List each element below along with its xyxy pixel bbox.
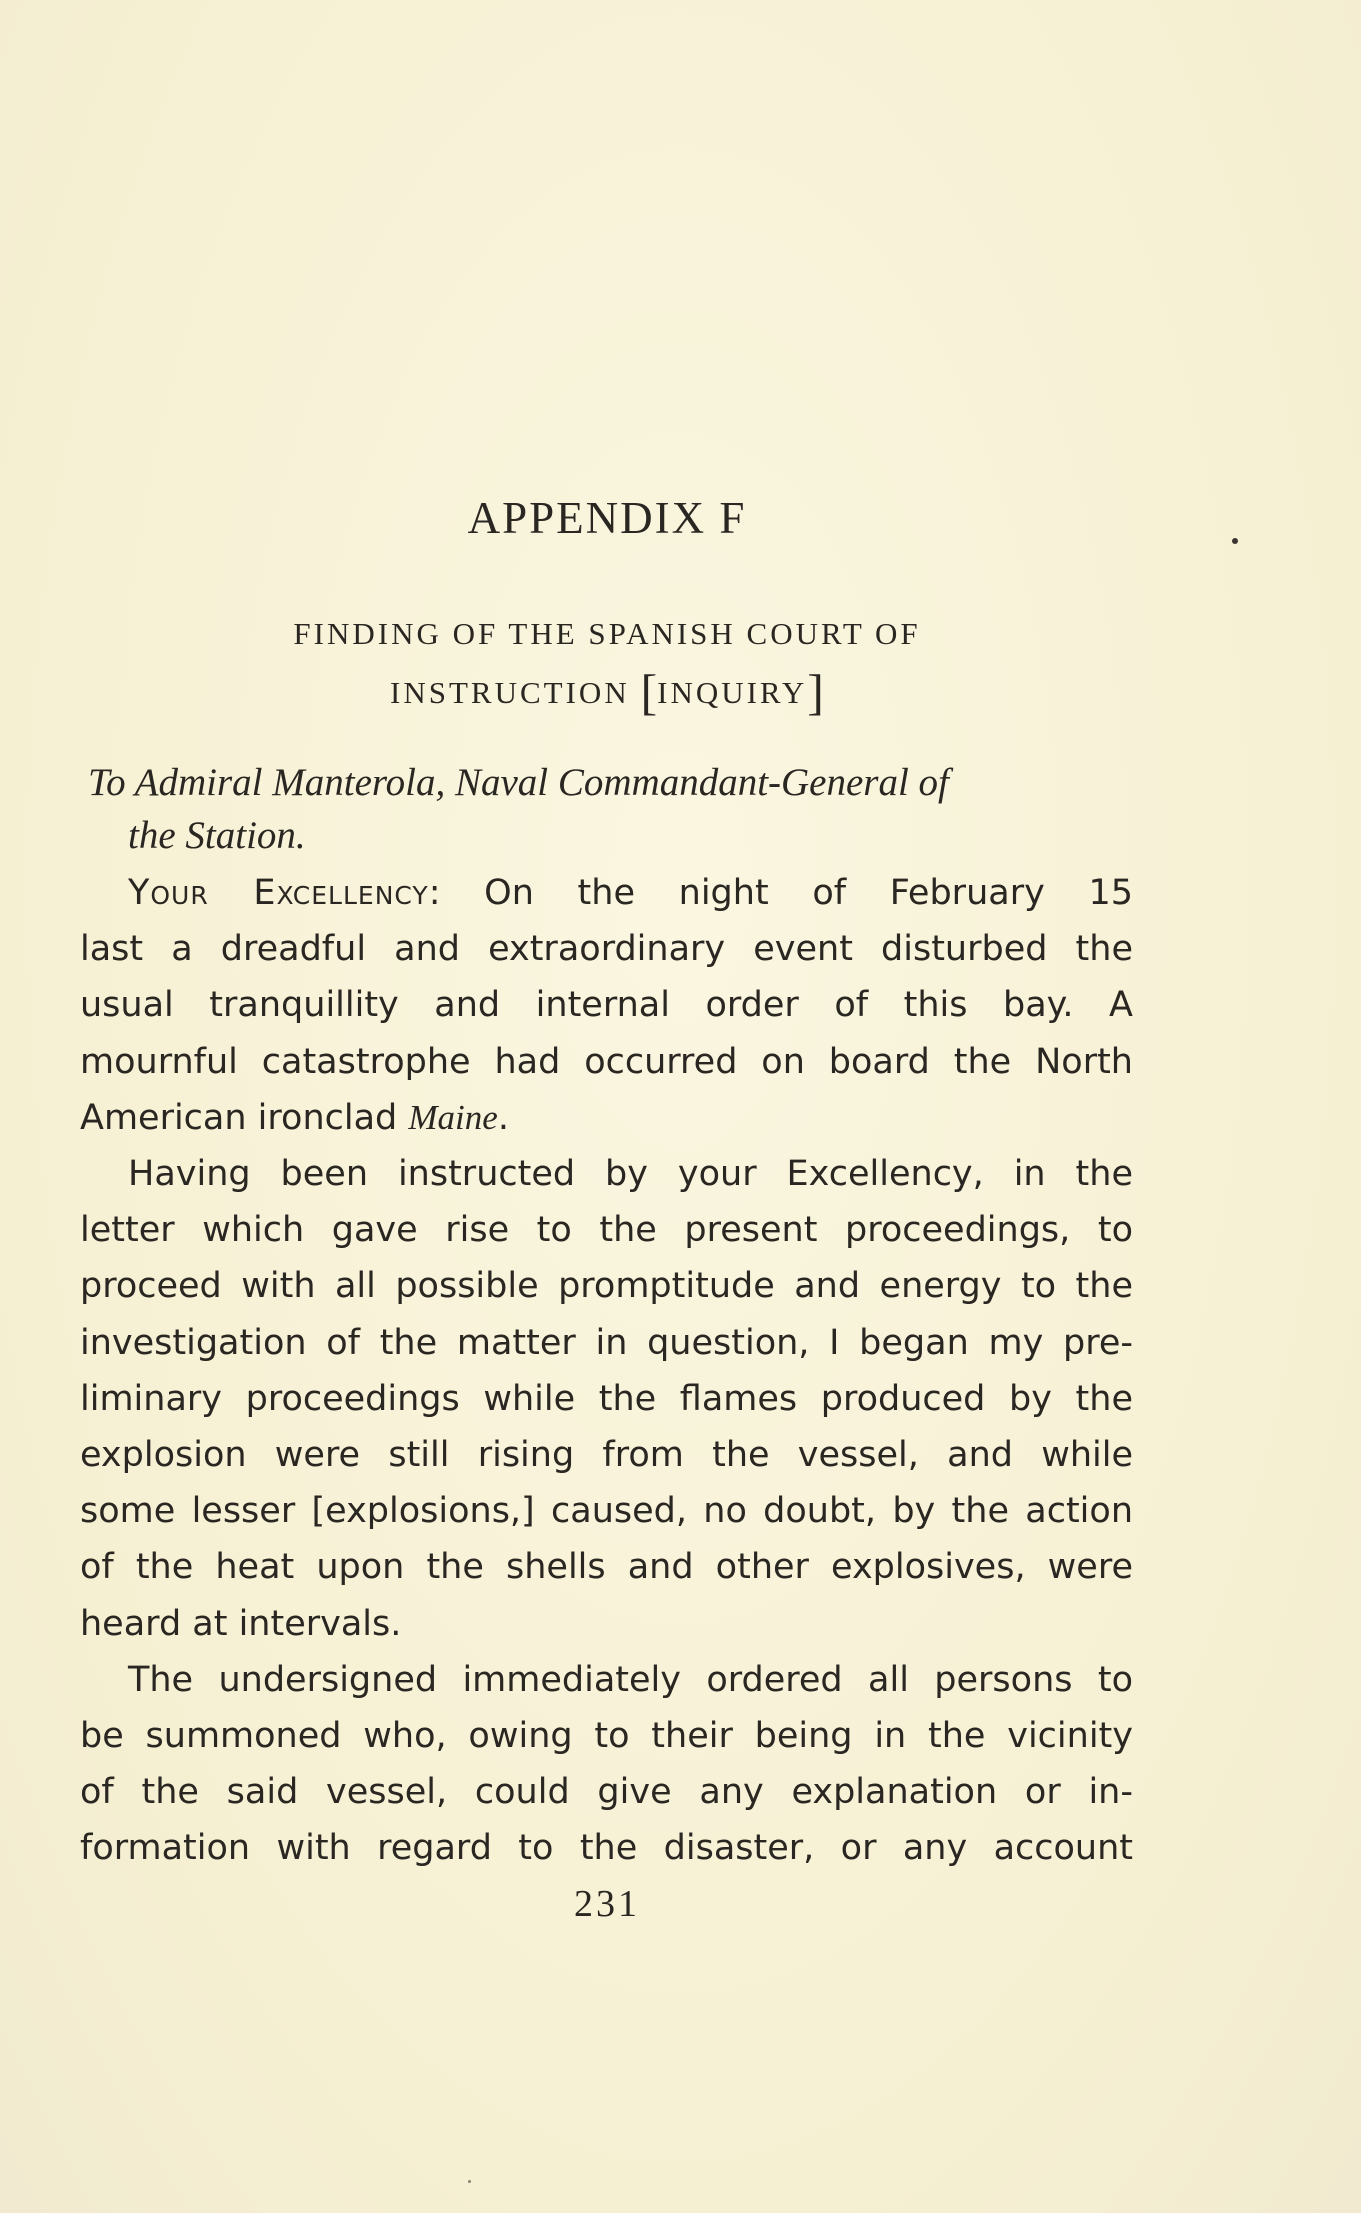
paragraph-3-line: formation with regard to the disaster, or any account (80, 1828, 1133, 1869)
paragraph-3-line: The undersigned immediately ordered all persons to (128, 1659, 1133, 1700)
paragraph-1-line: mournful catastrophe had occurred on board the North (80, 1041, 1133, 1082)
paragraph-1-line (80, 1090, 1133, 1146)
section-heading-line-1: FINDING OF THE SPANISH COURT OF (293, 616, 921, 651)
paragraph-3-line: of the said vessel, could give any explanation or in- (80, 1772, 1133, 1813)
paragraph-1-text: American ironclad (80, 1097, 409, 1138)
paragraph-3-line: be summoned who, owing to their being in the vicinity (80, 1716, 1133, 1757)
heading-text: INSTRUCTION (390, 675, 641, 710)
paragraph-2-line: explosion were still rising from the vessel, and while (80, 1435, 1133, 1476)
section-heading-line-2 (0, 663, 1214, 722)
body-text (80, 865, 1133, 1877)
paragraph-2-line: some lesser [explosions,] caused, no doubt, by the action (80, 1491, 1133, 1532)
section-heading (0, 605, 1214, 722)
paragraph-2-line: liminary proceedings while the flames produced by the (80, 1378, 1133, 1419)
paragraph-1-line: last a dreadful and extraordinary event disturbed the (80, 929, 1133, 970)
paragraph-2-line: Having been instructed by your Excellency, in the (128, 1154, 1133, 1195)
paragraph-1-text: : On the night of February 15 (428, 873, 1133, 913)
addressee-line-1: To Admiral Manterola, Naval Commandant-General of (88, 761, 949, 804)
paragraph-2-line: proceed with all possible promptitude and energy to the (80, 1266, 1133, 1307)
salutation: Your Excellency (128, 873, 429, 913)
appendix-title: APPENDIX F (467, 493, 747, 543)
addressee-line-2: the Station. (128, 814, 306, 857)
addressee (88, 756, 1138, 862)
paragraph-1-line: usual tranquillity and internal order of this bay. A (80, 985, 1133, 1026)
paragraph-2-line: heard at intervals. (80, 1603, 402, 1644)
paragraph-1-text: . (497, 1097, 509, 1138)
paragraph-2-line: letter which gave rise to the present proceedings, to (80, 1210, 1133, 1251)
paper-speck (1232, 538, 1238, 544)
paragraph-2-line: of the heat upon the shells and other explosives, were (80, 1547, 1133, 1588)
page-number: 231 (574, 1883, 640, 1925)
paper-speck (468, 2180, 471, 2183)
bracket-open: [ (640, 664, 658, 720)
ship-name: Maine (408, 1097, 498, 1137)
paragraph-1-line (80, 865, 1133, 921)
heading-inquiry: INQUIRY (657, 675, 808, 710)
bracket-close: ] (807, 664, 824, 720)
paragraph-2-line: investigation of the matter in question, I began my pre- (80, 1322, 1133, 1363)
